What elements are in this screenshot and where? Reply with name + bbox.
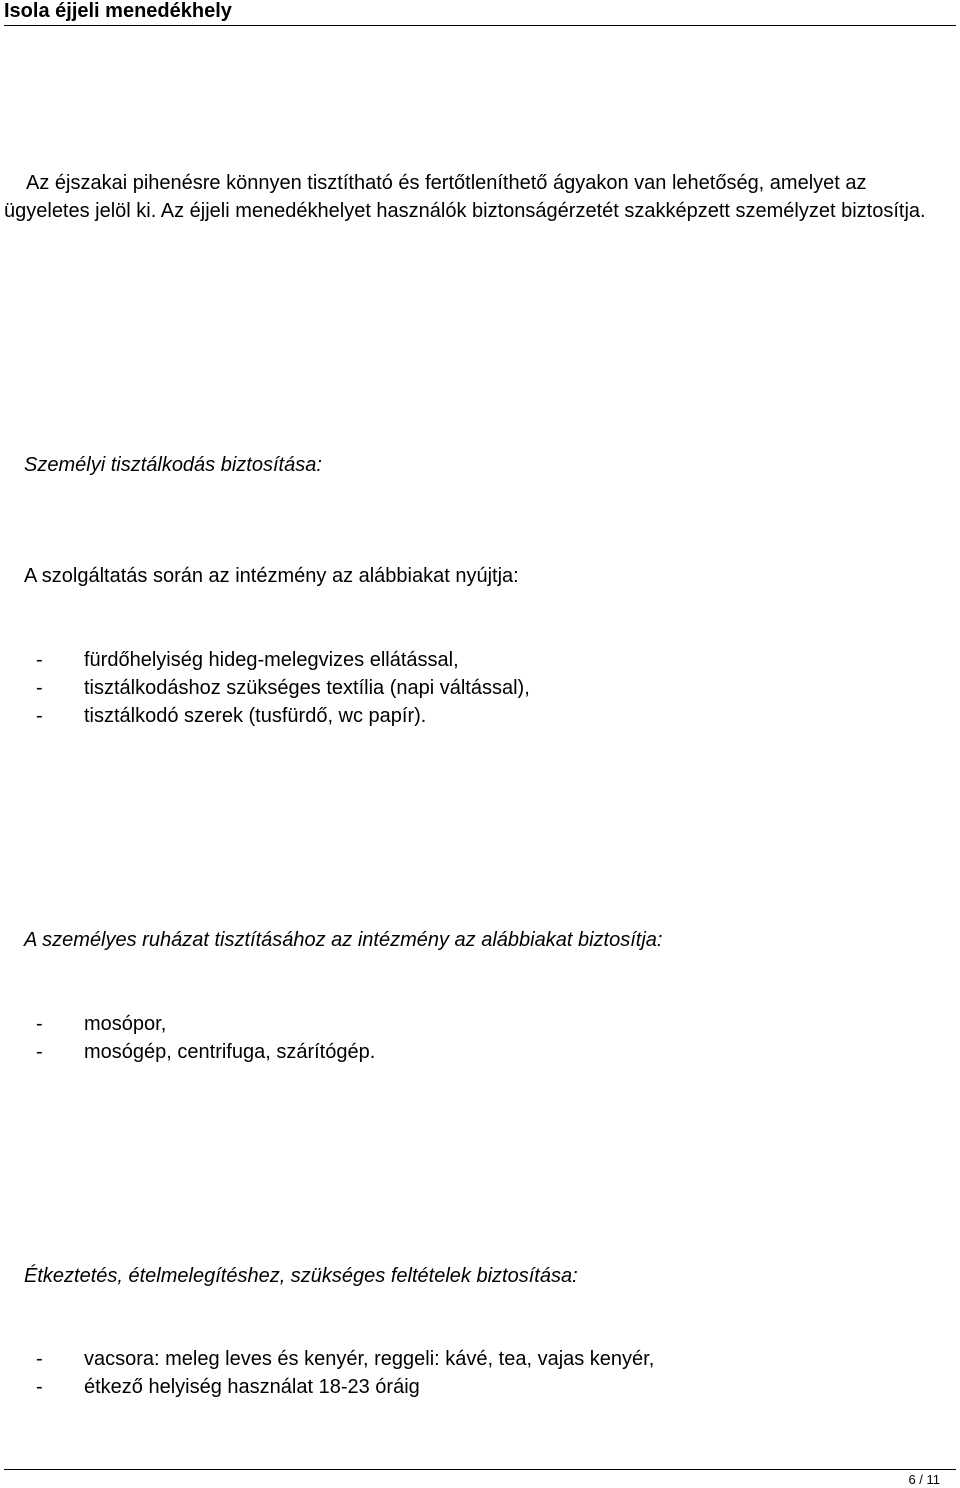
clothing-heading: A személyes ruházat tisztításához az intézmény az alábbiakat biztosítja:: [24, 929, 663, 951]
header-divider: [4, 25, 956, 26]
intro-text: Az éjszakai pihenésre könnyen tisztítható és fertőtleníthető ágyakon van lehetőség, amelyet az ügyeletes jelöl ki. Az éjjeli menedékhelyet használók biztonságérzetét szakképzett személyzet biztosítja.: [4, 172, 926, 222]
document-title: Isola éjjeli menedékhely: [4, 0, 232, 22]
hygiene-heading: Személyi tisztálkodás biztosítása:: [24, 454, 322, 476]
hygiene-lead: A szolgáltatás során az intézmény az alábbiakat nyújtja:: [24, 565, 519, 587]
list-item: - fürdőhelyiség hideg-melegvizes ellátással,: [36, 649, 459, 671]
clothing-list: [36, 1010, 375, 1066]
food-heading: Étkeztetés, ételmelegítéshez, szükséges feltételek biztosítása:: [24, 1265, 578, 1287]
intro-paragraph: [4, 169, 944, 225]
hygiene-list: [36, 646, 530, 730]
list-item: - tisztálkodáshoz szükséges textília (napi váltással),: [36, 677, 530, 699]
list-item: - mosógép, centrifuga, szárítógép.: [36, 1041, 376, 1063]
list-item: - vacsora: meleg leves és kenyér, reggeli: kávé, tea, vajas kenyér,: [36, 1348, 655, 1370]
page-number: 6 / 11: [908, 1472, 940, 1487]
list-item: - mosópor,: [36, 1013, 167, 1035]
food-list: [36, 1345, 654, 1401]
footer-divider: [4, 1469, 956, 1470]
list-item: - tisztálkodó szerek (tusfürdő, wc papír).: [36, 705, 427, 727]
list-item: - étkező helyiség használat 18-23 óráig: [36, 1376, 420, 1398]
